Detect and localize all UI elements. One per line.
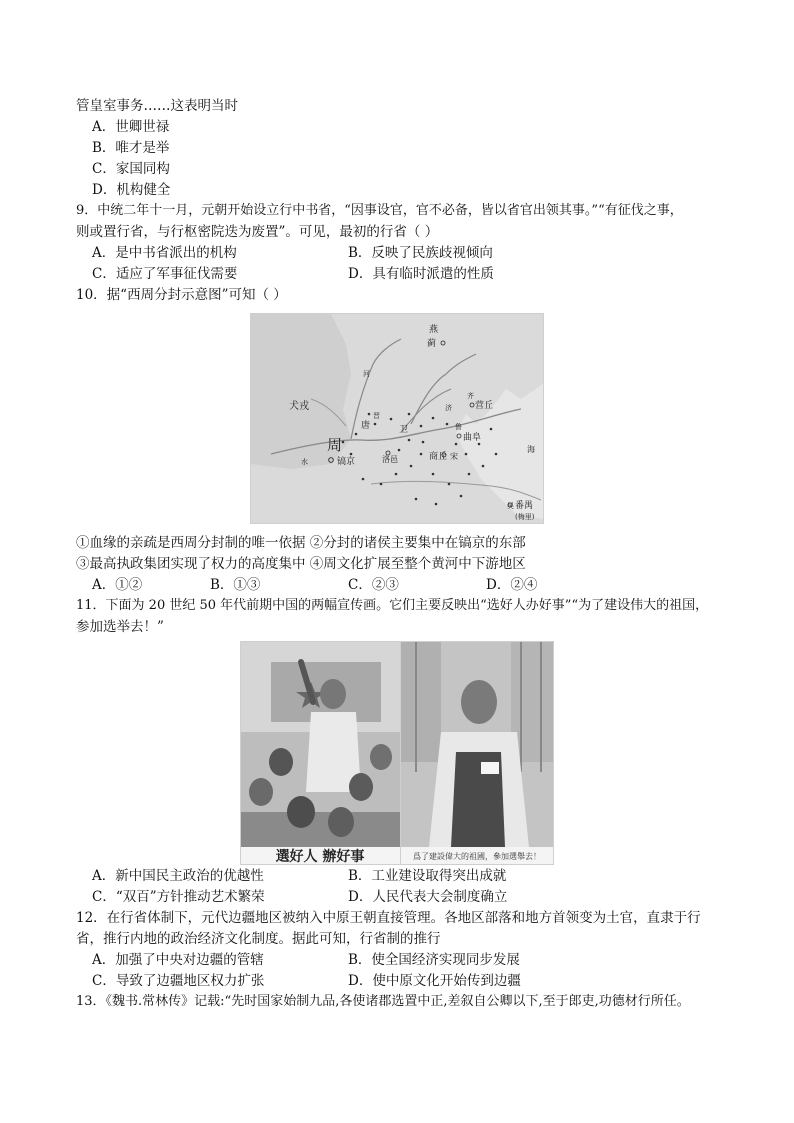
q11-option-c: C．“双百”方针推动艺术繁荣 xyxy=(92,889,265,905)
q11-stem-line2: 参加选举去！” xyxy=(76,619,164,635)
map-label-fanyu-note: (梅里) xyxy=(515,513,535,521)
q10-option-a: A．①② xyxy=(92,577,143,593)
map-label-quanrong: 犬戎 xyxy=(289,401,309,412)
q11-stem-line1: 11．下面为 20 世纪 50 年代前期中国的两幅宣传画。它们主要反映出“选好人办好事”“为了建设伟大的祖国， xyxy=(76,598,709,613)
map-label-qi: 齐 xyxy=(467,392,474,400)
map-label-he: 河 xyxy=(363,370,370,378)
map-label-yan: 燕 xyxy=(429,325,439,335)
western-zhou-enfeoffment-map xyxy=(250,313,544,524)
map-label-jin: 晋 xyxy=(373,412,380,420)
q11-option-b: B．工业建设取得突出成就 xyxy=(348,868,507,884)
q9-option-d: D．具有临时派遣的性质 xyxy=(348,266,494,282)
map-label-wu: 吴 xyxy=(507,502,514,510)
q8-option-c: C．家国同构 xyxy=(92,161,170,177)
map-label-yingqiu: 营丘 xyxy=(475,401,494,411)
map-label-shangqiu: 商丘 xyxy=(429,452,448,462)
q12-option-b: B．使全国经济实现同步发展 xyxy=(348,952,520,968)
q12-stem-line2: 省，推行内地的政治经济文化制度。据此可知，行省制的推行 xyxy=(76,931,441,947)
q13-stem: 13．《魏书.常林传》记载:“先时国家始制九品,各使诸郡选置中正,差叙自公卿以下,至于郎吏,功德材行所任。 xyxy=(76,994,690,1009)
q10-stem: 10．据“西周分封示意图”可知（ ） xyxy=(76,287,287,303)
q11-option-d: D．人民代表大会制度确立 xyxy=(348,889,508,905)
q11-option-a: A．新中国民主政治的优越性 xyxy=(92,868,264,884)
map-label-fanyu: 番禺 xyxy=(515,501,534,511)
poster-left xyxy=(240,641,401,865)
q12-stem-line1: 12．在行省体制下，元代边疆地区被纳入中原王朝直接管理。各地区部落和地方首领变为土官，直隶于行 xyxy=(76,910,701,926)
q12-option-a: A．加强了中央对边疆的管辖 xyxy=(92,952,264,968)
map-label-lu: 鲁 xyxy=(455,423,462,431)
map-label-ji-river: 济 xyxy=(445,404,452,412)
q10-option-c: C．②③ xyxy=(348,577,399,593)
q9-stem-line1: 9．中统二年十一月，元朝开始设立行中书省，“因事设官，官不必备，皆以省官出领其事。”“有征伐之事， xyxy=(76,203,683,218)
q9-option-a: A．是中书省派出的机构 xyxy=(92,245,237,261)
q10-statements-line2: ③最高执政集团实现了权力的高度集中 ④周文化扩展至整个黄河中下游地区 xyxy=(76,556,526,572)
map-label-zhou: 周 xyxy=(327,436,343,454)
poster-right xyxy=(400,641,554,865)
map-label-haojing: 镐京 xyxy=(337,457,356,467)
q8-option-d: D．机构健全 xyxy=(92,182,171,198)
map-label-ji: 蓟 xyxy=(427,339,437,349)
map-label-tang: 唐 xyxy=(361,421,371,431)
map-label-luoyi: 洛邑 xyxy=(382,455,398,464)
q9-stem-line2: 则或置行省，与行枢密院迭为废置”。可见，最初的行省（ ） xyxy=(76,224,439,240)
map-label-shui: 水 xyxy=(301,458,308,466)
map-label-qufu: 曲阜 xyxy=(463,433,482,443)
q10-option-b: B．①③ xyxy=(210,577,261,593)
poster-left-caption: 選好人 辦好事 xyxy=(275,849,365,864)
q8-option-b: B．唯才是举 xyxy=(92,140,170,156)
q9-option-b: B．反映了民族歧视倾向 xyxy=(348,245,493,261)
q10-option-d: D．②④ xyxy=(486,577,538,593)
q8-stem-tail: 管皇室事务……这表明当时 xyxy=(76,98,238,114)
map-label-haiyan: 海 xyxy=(527,445,535,454)
map-label-wei: 卫 xyxy=(399,425,409,435)
q12-option-d: D．使中原文化开始传到边疆 xyxy=(348,973,521,989)
q12-option-c: C．导致了边疆地区权力扩张 xyxy=(92,973,265,989)
q10-statements-line1: ①血缘的亲疏是西周分封制的唯一依据 ②分封的诸侯主要集中在镐京的东部 xyxy=(76,535,526,551)
q8-option-a: A．世卿世禄 xyxy=(92,119,170,135)
map-label-song: 宋 xyxy=(450,452,458,461)
q9-option-c: C．适应了军事征伐需要 xyxy=(92,266,238,282)
poster-right-caption: 爲了建設偉大的祖國，參加選舉去！ xyxy=(413,852,541,861)
